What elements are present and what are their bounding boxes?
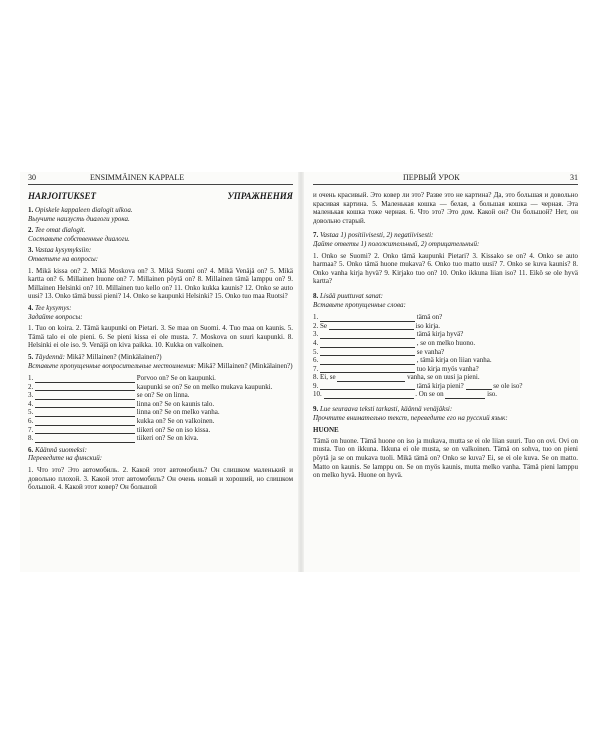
running-head-right — [313, 172, 578, 185]
exercise-body: 1. Что это? Это автомобиль. 2. Какой этот автомобиль? Он слишком маленький и довольно плохой. 3. Какой этот автомобиль? Он очень новый и хороший, но слишком большой. 4. Какой этот ковер? Он большой — [28, 466, 293, 492]
fill-in-line: 9. tämä kirja pieni? se ole iso? — [313, 381, 523, 390]
fill-in-line: 10. . On se on iso. — [313, 390, 498, 399]
answer-blank[interactable] — [466, 382, 492, 390]
right-page — [313, 172, 578, 572]
story-title: HUONE — [313, 426, 339, 435]
exercise-task-ru: Вставьте пропущенные слова: — [313, 300, 406, 309]
answer-blank[interactable] — [445, 391, 485, 399]
fill-in-line: 6. kukka on? Se on valkoinen. — [28, 417, 215, 426]
answer-blank[interactable] — [337, 374, 405, 382]
fill-in-line: 3. se on? Se on linna. — [28, 391, 190, 400]
fill-in-line: 8. Ei, se vanha, se on uusi ja pieni. — [313, 373, 480, 382]
exercise-5 — [28, 353, 293, 443]
fill-in-lines — [28, 374, 293, 443]
exercise-number: 5. — [28, 352, 34, 361]
exercise-9 — [313, 405, 578, 480]
exercise-task-ru: Задайте вопросы: — [28, 312, 83, 321]
heading-russian: УПРАЖНЕНИЯ — [227, 191, 293, 201]
answer-blank[interactable] — [35, 383, 135, 391]
exercise-task-ru: Вставьте пропущенные вопросительные местоимения: — [28, 361, 196, 370]
exercise-number: 6. — [28, 445, 34, 454]
answer-blank[interactable] — [35, 426, 135, 434]
fill-in-line: 7. tiikeri on? Se on iso kissa. — [28, 425, 211, 434]
exercises-heading — [28, 191, 293, 201]
fill-in-line: 7. tuo kirja myös vanha? — [313, 364, 479, 373]
fill-in-line: 5. linna on? Se on melko vanha. — [28, 408, 220, 417]
exercise-number: 7. — [313, 231, 319, 240]
exercise-6 — [28, 446, 293, 492]
answer-blank[interactable] — [320, 340, 415, 348]
exercise-task-ru: Ответьте на вопросы: — [28, 254, 99, 263]
book-gutter — [298, 172, 304, 572]
fill-in-line: 2. Se iso kirja. — [313, 321, 440, 330]
answer-blank[interactable] — [320, 365, 415, 373]
exercise-task-ru: Прочтите внимательно текст, переведите его на русский язык: — [313, 413, 508, 422]
exercise-number: 4. — [28, 303, 34, 312]
running-head-title: ENSIMMÄINEN KAPPALE — [90, 173, 185, 182]
exercise-number: 2. — [28, 226, 34, 235]
answer-blank[interactable] — [320, 348, 415, 356]
fill-in-line: 1. Porvoo on? Se on kaupunki. — [28, 374, 216, 383]
page-number: 31 — [570, 173, 578, 182]
fill-in-lines — [313, 313, 578, 399]
answer-blank[interactable] — [320, 331, 415, 339]
book-spread — [20, 172, 580, 572]
fill-in-line: 5. se vanha? — [313, 347, 445, 356]
exercise-task: Käännä suomeksi: — [35, 445, 87, 454]
exercise-task: Tee omat dialogit. — [35, 226, 86, 235]
exercise-1 — [28, 206, 293, 223]
exercise-number: 8. — [313, 291, 319, 300]
exercise-task-ru: Дайте ответы 1) положительный, 2) отрицательный: — [313, 239, 480, 248]
exercise-task: Opiskele kappaleen dialogit ulkoa. — [35, 206, 133, 214]
heading-finnish: HARJOITUKSET — [28, 191, 97, 201]
running-head-left — [28, 172, 293, 185]
answer-blank[interactable] — [320, 382, 415, 390]
exercise-number: 9. — [313, 405, 319, 414]
exercise-task: Vastaa kysymyksiin: — [35, 246, 92, 255]
exercise-task: Vastaa 1) positiivisesti, 2) negatiivisesti: — [320, 231, 434, 240]
exercise-body: 1. Onko se Suomi? 2. Onko tämä kaupunki Pietari? 3. Kissako se on? 4. Onko se auto harmaa? 5. Onko tämä huone mukava? 6. Onko tuo matto uusi? 7. Onko se kuva kaunis? 8. Onko vanha kirja hyvä? 9. Kirjako tuo on? 10. Onko ikkuna liian iso? 11. Eikö se ole hyvä kartta? — [313, 251, 578, 286]
answer-blank[interactable] — [320, 314, 415, 322]
exercise-task-ru-rest: Mikä? Millainen? (Minkälainen?) — [197, 361, 293, 370]
fill-in-line: 2. kaupunki se on? Se on melko mukava kaupunki. — [28, 382, 273, 391]
answer-blank[interactable] — [324, 391, 414, 399]
left-page — [28, 172, 293, 572]
exercise-task: Tee kysymys: — [35, 303, 72, 312]
exercise-task: Lue seuraava teksti tarkasti, käännä venäjäksi: — [320, 405, 453, 414]
exercise-number: 3. — [28, 246, 34, 255]
exercise-task-ru: Переведите на финский: — [28, 454, 103, 463]
answer-blank[interactable] — [35, 375, 135, 383]
exercise-8 — [313, 292, 578, 399]
exercise-7 — [313, 231, 578, 286]
exercise-task-ru: Выучите наизусть диалоги урока. — [28, 214, 130, 223]
answer-blank[interactable] — [35, 409, 135, 417]
exercise-body: 1. Tuo on koira. 2. Tämä kaupunki on Pietari. 3. Se maa on Suomi. 4. Tuo maa on kaunis. 5. Tämä talo ei ole pieni. 6. Se pieni kissa ei ole musta. 7. Moskova on suuri kaupunki. 8. Helsinki ei ole iso. 9. Venäjä on kiva paikka. 10. Kukka on valkoinen. — [28, 324, 293, 350]
running-head-title: ПЕРВЫЙ УРОК — [403, 173, 460, 182]
fill-in-line: 4. , se on melko huono. — [313, 338, 476, 347]
answer-blank[interactable] — [329, 322, 414, 330]
exercise-6-continued — [313, 191, 578, 225]
exercise-task: Täydennä: — [35, 352, 65, 361]
answer-blank[interactable] — [35, 435, 135, 443]
story-text: Tämä on huone. Tämä huone on iso ja mukava, mutta se ei ole liian suuri. Tuo on ovi. Ovi on musta. Tuo on ikkuna. Ikkuna ei ole musta, se on valkoinen. Tämä on sohva, tuo on pieni pöytä ja se on mukava tuoli. Mikä tämä on? Onko se kuva? Ei, se ei ole kuva. Se on matto. Matto on kaunis. Se lamppu on. Se on myös kaunis, mutta melko vanha. Tämä pieni lamppu on melko hyvä. Huone on hyvä. — [313, 436, 578, 480]
fill-in-line: 6. , tämä kirja on liian vanha. — [313, 356, 492, 365]
answer-blank[interactable] — [35, 400, 135, 408]
exercise-task-ru: Составьте собственные диалоги. — [28, 234, 130, 243]
exercise-body: и очень красивый. Это ковер ли это? Разве это не картина? Да, это большая и довольно красивая картина. 5. Маленькая кошка — белая, а большая кошка — черная. Эта маленькая кошка тоже черная. 6. Что это? Это дом. Какой он? Он большой? Нет, он довольно старый. — [313, 191, 578, 225]
page-number: 30 — [28, 173, 36, 182]
exercise-task: Lisää puuttuvat sanat: — [320, 291, 384, 300]
fill-in-line: 4. linna on? Se on kaunis talo. — [28, 399, 215, 408]
answer-blank[interactable] — [320, 357, 415, 365]
exercise-2 — [28, 226, 293, 243]
fill-in-line: 3. tämä kirja hyvä? — [313, 330, 464, 339]
exercise-4 — [28, 304, 293, 350]
exercise-3 — [28, 246, 293, 301]
fill-in-line: 8. tiikeri on? Se on kiva. — [28, 434, 199, 443]
answer-blank[interactable] — [35, 418, 135, 426]
exercise-number: 1. — [28, 206, 34, 214]
exercise-task-rest: Mikä? Millainen? (Minkälainen?) — [66, 352, 162, 361]
exercise-body: 1. Mikä kissa on? 2. Mikä Moskova on? 3. Mikä Suomi on? 4. Mikä Venäjä on? 5. Mikä kartta on? 6. Millainen huone on? 7. Millainen pöytä on? 8. Millainen tämä lamppu on? 9. Millainen Helsinki on? 10. Millainen tuo kello on? 11. Onko kukka kaunis? 12. Onko se auto uusi? 13. Onko tämä bussi pieni? 14. Onko se kaupunki Helsinki? 15. Onko tuo maa Ruotsi? — [28, 266, 293, 301]
answer-blank[interactable] — [35, 392, 135, 400]
fill-in-line: 1. tämä on? — [313, 313, 443, 322]
